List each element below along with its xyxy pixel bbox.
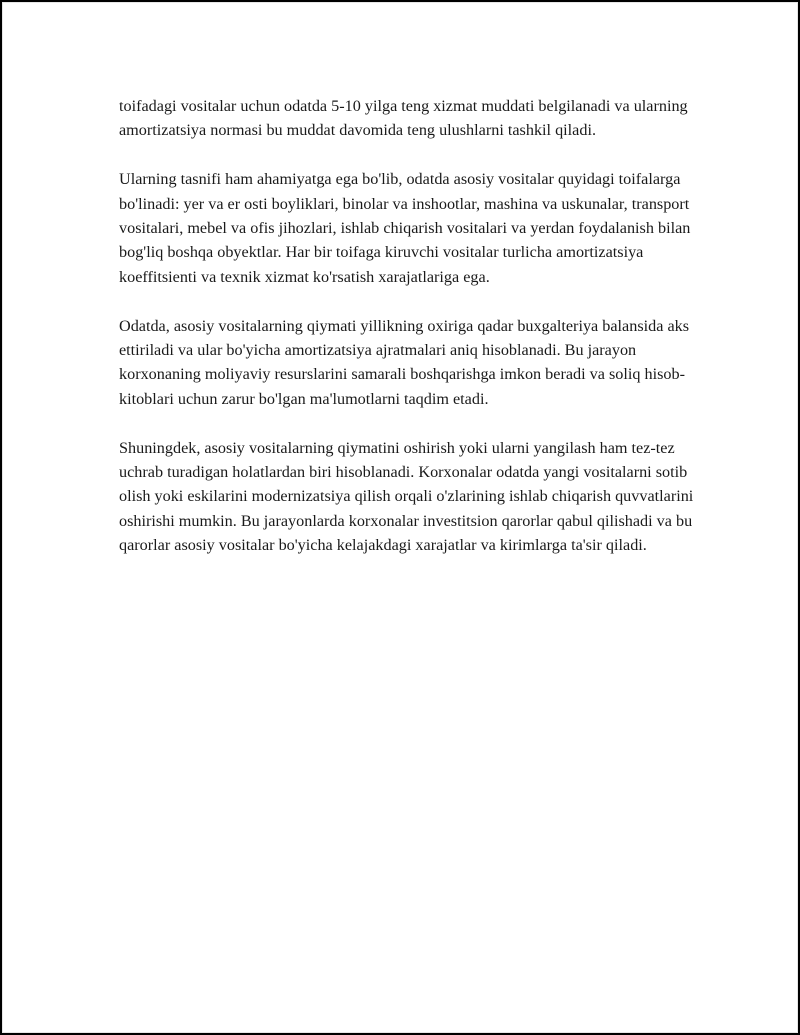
paragraph-4: Shuningdek, asosiy vositalarning qiymatini oshirish yoki ularni yangilash ham tez-tez uchrab turadigan holatlardan biri hisoblanadi. Korxonalar odatda yangi vositalarni sotib olish yoki eskilarini modernizatsiya qilish orqali o'zlarining ishlab chiqarish quvvatlarini oshirishi mumkin. Bu jarayonlarda korxonalar investitsion qarorlar qabul qilishadi va bu qarorlar asosiy vositalar bo'yicha kelajakdagi xarajatlar va kirimlarga ta'sir qiladi. bbox=[119, 438, 694, 555]
paragraph-3: Odatda, asosiy vositalarning qiymati yillikning oxiriga qadar buxgalteriya balansida aks ettiriladi va ular bo'yicha amortizatsiya ajratmalari aniq hisoblanadi. Bu jarayon korxonaning moliyaviy resurslarini samarali boshqarishga imkon beradi va soliq hisob-kitoblari uchun zarur bo'lgan ma'lumotlarni taqdim etadi. bbox=[119, 316, 690, 408]
paragraph-2: Ularning tasnifi ham ahamiyatga ega bo'lib, odatda asosiy vositalar quyidagi toifalarga bo'linadi: yer va er osti boyliklari, binolar va inshootlar, mashina va uskunalar, transport vositalari, mebel va ofis jihozlari, ishlab chiqarish vositalari va yerdan foydalanish bilan bog'liq boshqa obyektlar. Har bir toifaga kiruvchi vositalar turlicha amortizatsiya koeffitsienti va texnik xizmat ko'rsatish xarajatlariga ega. bbox=[119, 170, 691, 286]
document-body bbox=[119, 94, 709, 582]
paragraph-1: toifadagi vositalar uchun odatda 5-10 yilga teng xizmat muddati belgilanadi va ularning amortizatsiya normasi bu muddat davomida teng ulushlarni tashkil qiladi. bbox=[119, 97, 688, 140]
